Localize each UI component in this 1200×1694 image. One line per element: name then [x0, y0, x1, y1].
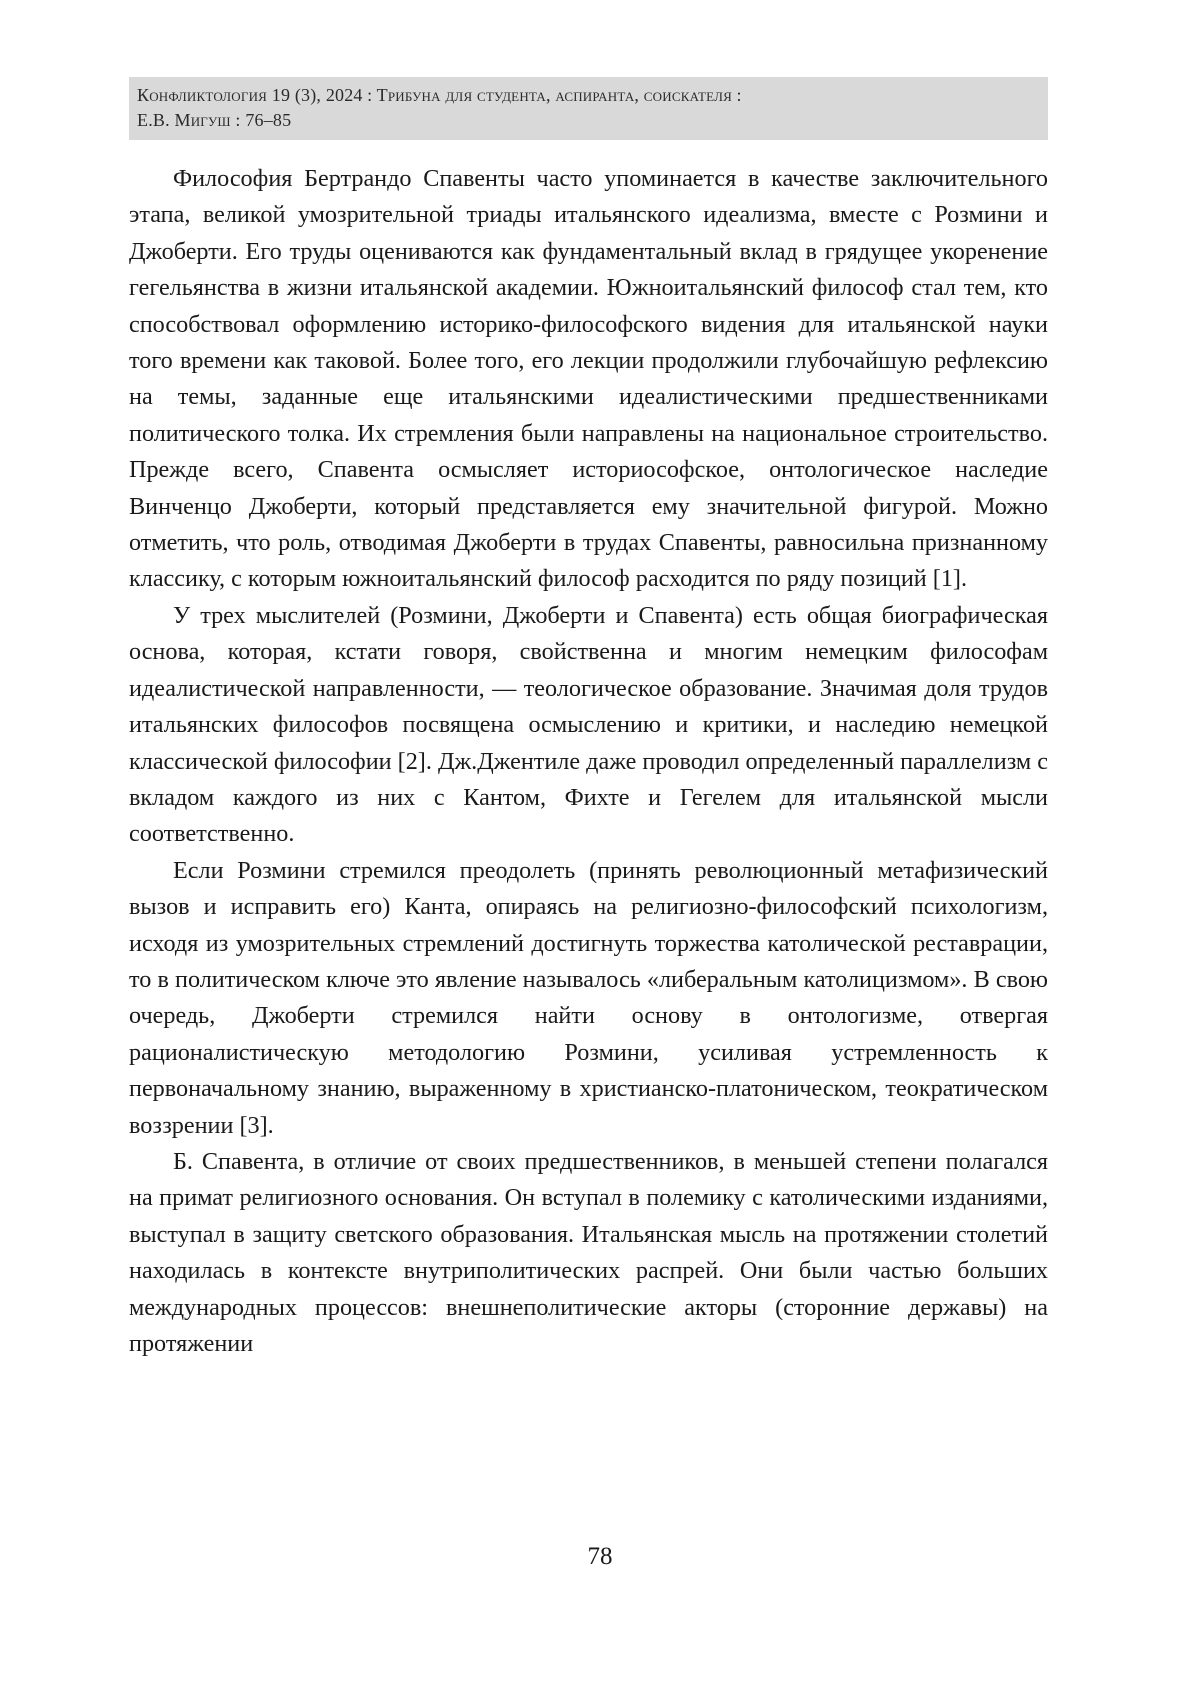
author-and-pages: Е.В. Мигуш : 76–85: [137, 110, 292, 130]
page-number: 78: [587, 1543, 613, 1570]
running-header-line-2: [137, 108, 1038, 133]
section-title: Трибуна для студента, аспиранта, соискателя: [376, 85, 733, 105]
paragraph-3: Если Розмини стремился преодолеть (принять революционный метафизический вызов и исправить его) Канта, опираясь на религиозно-философский психологизм, исходя из умозрительных стремлений достигнуть торжества католической реставрации, то в политическом ключе это явление называлось «либеральным католицизмом». В свою очередь, Джоберти стремился найти основу в онтологизме, отвергая рационалистическую методологию Розмини, усиливая устремленность к первоначальному знанию, выраженному в христианско-платоническом, теократическом воззрении [3].: [129, 856, 1048, 1139]
paragraph-1: Философия Бертрандо Спавенты часто упоминается в качестве заключительного этапа, великой умозрительной триады итальянского идеализма, вместе с Розмини и Джоберти. Его труды оцениваются как фундаментальный вклад в грядущее укоренение гегельянства в жизни итальянской академии. Южноитальянский философ стал тем, кто способствовал оформлению историко-философского видения для итальянской науки того времени как таковой. Более того, его лекции продолжили глубочайшую рефлексию на темы, заданные еще итальянскими идеалистическими предшественниками политического толка. Их стремления были направлены на национальное строительство. Прежде всего, Спавента осмысляет историософское, онтологическое наследие Винченцо Джоберти, который представляется ему значительной фигурой. Можно отметить, что роль, отводимая Джоберти в трудах Спавенты, равносильна признанному классику, с которым южноитальянский философ расходится по ряду позиций [1].: [129, 165, 1048, 593]
header-separator-tail: :: [732, 85, 742, 105]
running-header: [129, 77, 1048, 140]
journal-title: Конфликтология 19 (3), 2024: [137, 85, 363, 105]
article-body: [129, 161, 1048, 1362]
paragraph-4: Б. Спавента, в отличие от своих предшественников, в меньшей степени полагался на примат религиозного основания. Он вступал в полемику с католическими изданиями, выступал в защиту светского образования. Итальянская мысль на протяжении столетий находилась в контексте внутриполитических распрей. Они были частью больших международных процессов: внешнеполитические акторы (сторонние державы) на протяжении: [129, 1147, 1048, 1357]
running-header-line-1: [137, 83, 1038, 108]
header-separator: :: [362, 85, 377, 105]
paragraph-2: У трех мыслителей (Розмини, Джоберти и Спавента) есть общая биографическая основа, которая, кстати говоря, свойственна и многим немецким философам идеалистической направленности, — теологическое образование. Значимая доля трудов итальянских философов посвящена осмыслению и критики, и наследию немецкой классической философии [2]. Дж.Джентиле даже проводил определенный параллелизм с вкладом каждого из них с Кантом, Фихте и Гегелем для итальянской мысли соответственно.: [129, 601, 1048, 848]
